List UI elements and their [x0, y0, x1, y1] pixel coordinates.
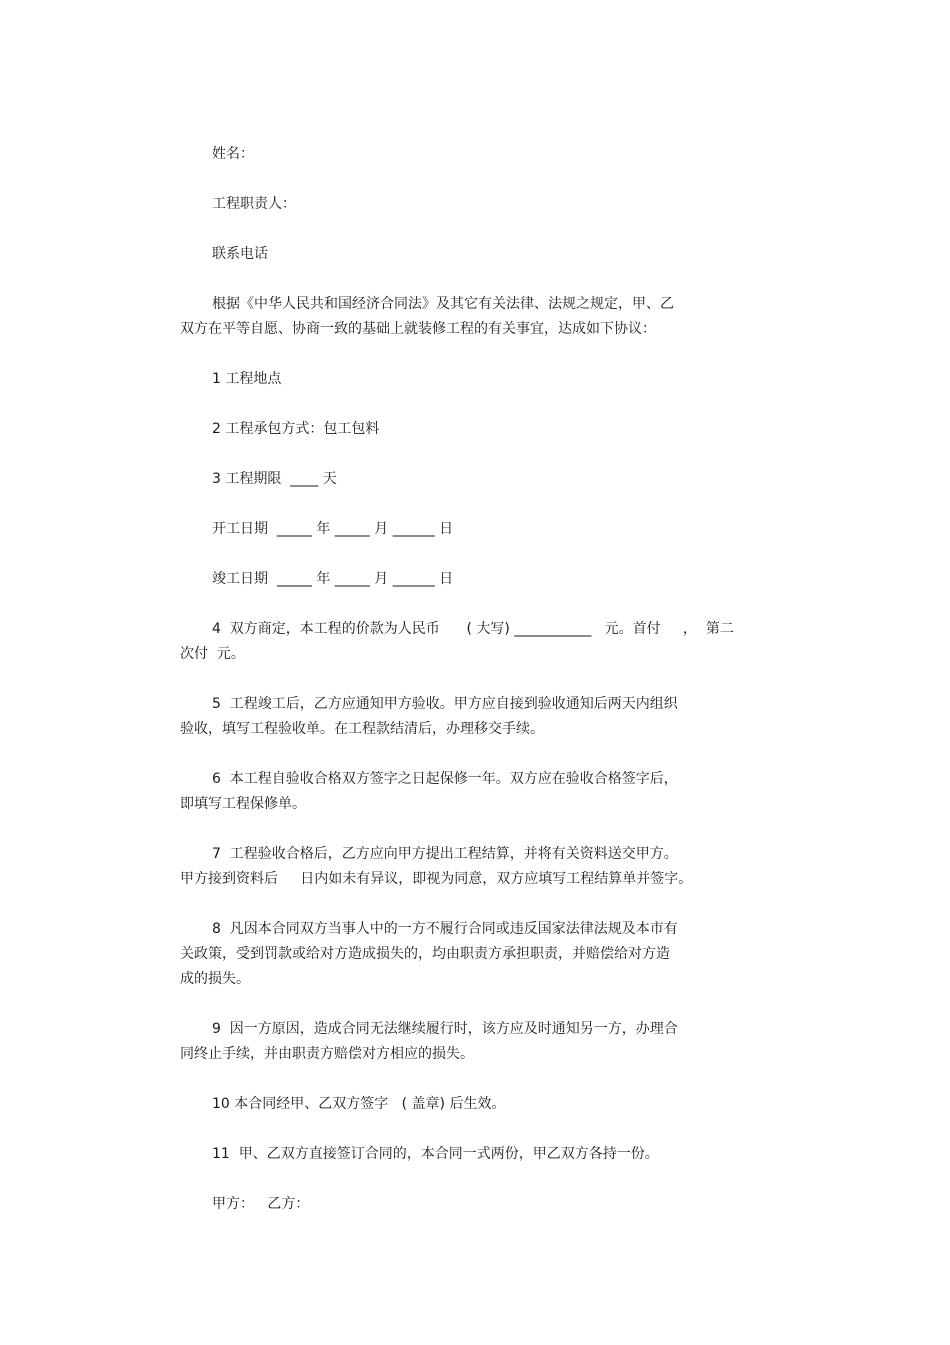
phone-label: 联系电话: [212, 246, 268, 262]
name-label: 姓名：: [212, 146, 254, 162]
clause-5-line-2: 验收，填写工程验收单。在工程款结清后，办理移交手续。: [180, 721, 544, 737]
intro-line-2: 双方在平等自愿、协商一致的基础上就装修工程的有关事宜，达成如下协议：: [180, 321, 656, 337]
clause-1: 1 工程地点: [212, 371, 282, 387]
clause-5-line-1: 5 工程竣工后，乙方应通知甲方验收。甲方应自接到验收通知后两天内组织: [212, 696, 678, 712]
clause-2: 2 工程承包方式：包工包料: [212, 421, 380, 437]
clause-8-line-2: 关政策，受到罚款或给对方造成损失的，均由职责方承担职责，并赔偿给对方造: [180, 946, 670, 962]
clause-9-line-2: 同终止手续，并由职责方赔偿对方相应的损失。: [180, 1046, 474, 1062]
clause-4-line-1: 4 双方商定，本工程的价款为人民币 ( 大写) ___________ 元。首付 ， 第二: [212, 621, 734, 637]
start-date: 开工日期 _____ 年 _____ 月 ______ 日: [212, 521, 454, 537]
intro-line-1: 根据《中华人民共和国经济合同法》及其它有关法律、法规之规定，甲、乙: [212, 296, 674, 312]
completion-date: 竣工日期 _____ 年 _____ 月 ______ 日: [212, 571, 454, 587]
clause-7-line-2: 甲方接到资料后 日内如未有异议，即视为同意，双方应填写工程结算单并签字。: [180, 871, 693, 887]
clause-9-line-1: 9 因一方原因，造成合同无法继续履行时，该方应及时通知另一方，办理合: [212, 1021, 678, 1037]
clause-6-line-1: 6 本工程自验收合格双方签字之日起保修一年。双方应在验收合格签字后，: [212, 771, 678, 787]
clause-7-line-1: 7 工程验收合格后，乙方应向甲方提出工程结算，并将有关资料送交甲方。: [212, 846, 678, 862]
clause-6-line-2: 即填写工程保修单。: [180, 796, 306, 812]
responsible-person-label: 工程职责人：: [212, 196, 296, 212]
clause-8-line-3: 成的损失。: [180, 971, 250, 987]
clause-11: 11 甲、乙双方直接签订合同的，本合同一式两份，甲乙双方各持一份。: [212, 1146, 659, 1162]
signature-line: 甲方： 乙方：: [212, 1196, 310, 1212]
clause-8-line-1: 8 凡因本合同双方当事人中的一方不履行合同或违反国家法律法规及本市有: [212, 921, 678, 937]
clause-3: 3 工程期限 ____ 天: [212, 471, 337, 487]
clause-10: 10 本合同经甲、乙双方签字 ( 盖章) 后生效。: [212, 1096, 506, 1112]
clause-4-line-2: 次付 元。: [180, 646, 245, 662]
